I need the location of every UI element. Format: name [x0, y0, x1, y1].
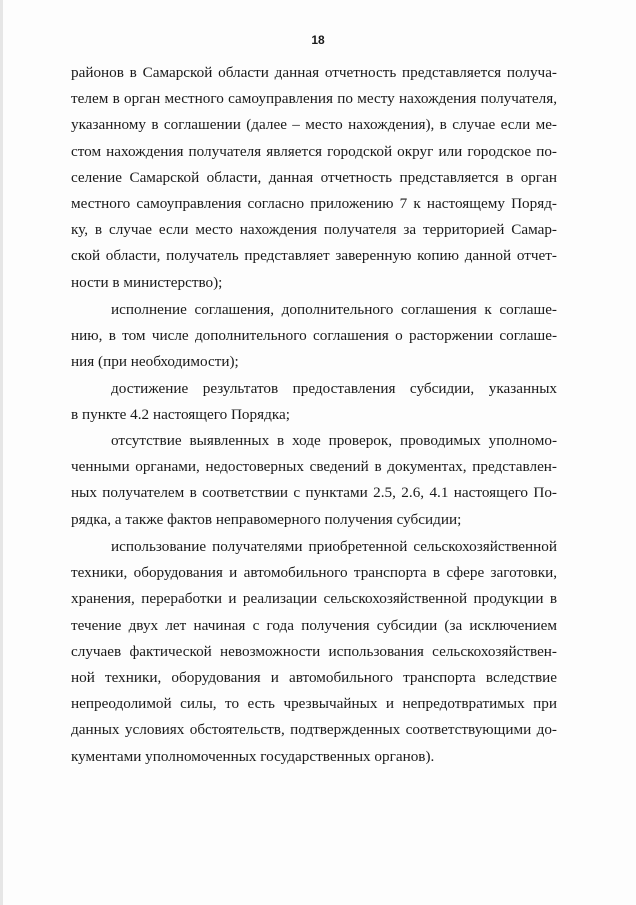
text-line: данных условиях обстоятельств, подтвержденных соответствующими до- — [71, 721, 557, 739]
text-line: местного самоуправления согласно приложению 7 к настоящему Поряд- — [71, 194, 557, 212]
text-line: случаев фактической невозможности использования сельскохозяйствен- — [71, 642, 557, 660]
text-line: использование получателями приобретенной сельскохозяйственной — [111, 538, 557, 555]
text-line: рядка, а также фактов неправомерного получения субсидии; — [71, 510, 462, 528]
paragraph — [71, 428, 557, 533]
text-line: стом нахождения получателя является городской округ или городское по- — [71, 142, 557, 160]
text-line: ку, в случае если место нахождения получателя за территорией Самар- — [71, 221, 557, 239]
text-line: отсутствие выявленных в ходе проверок, проводимых уполномо- — [111, 432, 557, 449]
text-line: телем в орган местного самоуправления по месту нахождения получателя, — [71, 90, 557, 108]
text-line: районов в Самарской области данная отчетность представляется получа- — [71, 64, 557, 81]
text-line: ния (при необходимости); — [71, 353, 239, 371]
text-line: кументами уполномоченных государственных органов). — [71, 747, 435, 765]
scan-edge — [0, 0, 3, 905]
text-line: течение двух лет начиная с года получения субсидии (за исключением — [71, 616, 557, 634]
text-line: указанному в соглашении (далее – место нахождения), в случае если ме- — [71, 116, 557, 134]
text-line: ности в министерство); — [71, 273, 223, 291]
page-number: 18 — [311, 33, 325, 47]
text-line: исполнение соглашения, дополнительного соглашения к соглаше- — [111, 301, 557, 318]
text-line: хранения, переработки и реализации сельскохозяйственной продукции в — [71, 590, 557, 608]
text-line: ченными органами, недостоверных сведений в документах, представлен- — [71, 458, 557, 476]
text-line: ской области, получатель представляет заверенную копию данной отчет- — [71, 247, 557, 265]
text-line: достижение результатов предоставления субсидии, указанных — [111, 380, 557, 397]
text-line: в пункте 4.2 настоящего Порядка; — [71, 406, 290, 424]
paragraph — [71, 534, 557, 770]
text-line: ной техники, оборудования и автомобильного транспорта вследствие — [71, 668, 557, 686]
paragraph — [71, 60, 557, 296]
paragraph — [71, 297, 557, 376]
text-line: ных получателем в соответствии с пунктами 2.5, 2.6, 4.1 настоящего По- — [71, 484, 557, 502]
text-line: непреодолимой силы, то есть чрезвычайных и непредотвратимых при — [71, 695, 557, 713]
text-line: селение Самарской области, данная отчетность представляется в орган — [71, 168, 557, 186]
paragraph — [71, 376, 557, 428]
text-line: техники, оборудования и автомобильного транспорта в сфере заготовки, — [71, 564, 557, 582]
text-line: нию, в том числе дополнительного соглашения о расторжении соглаше- — [71, 327, 557, 345]
